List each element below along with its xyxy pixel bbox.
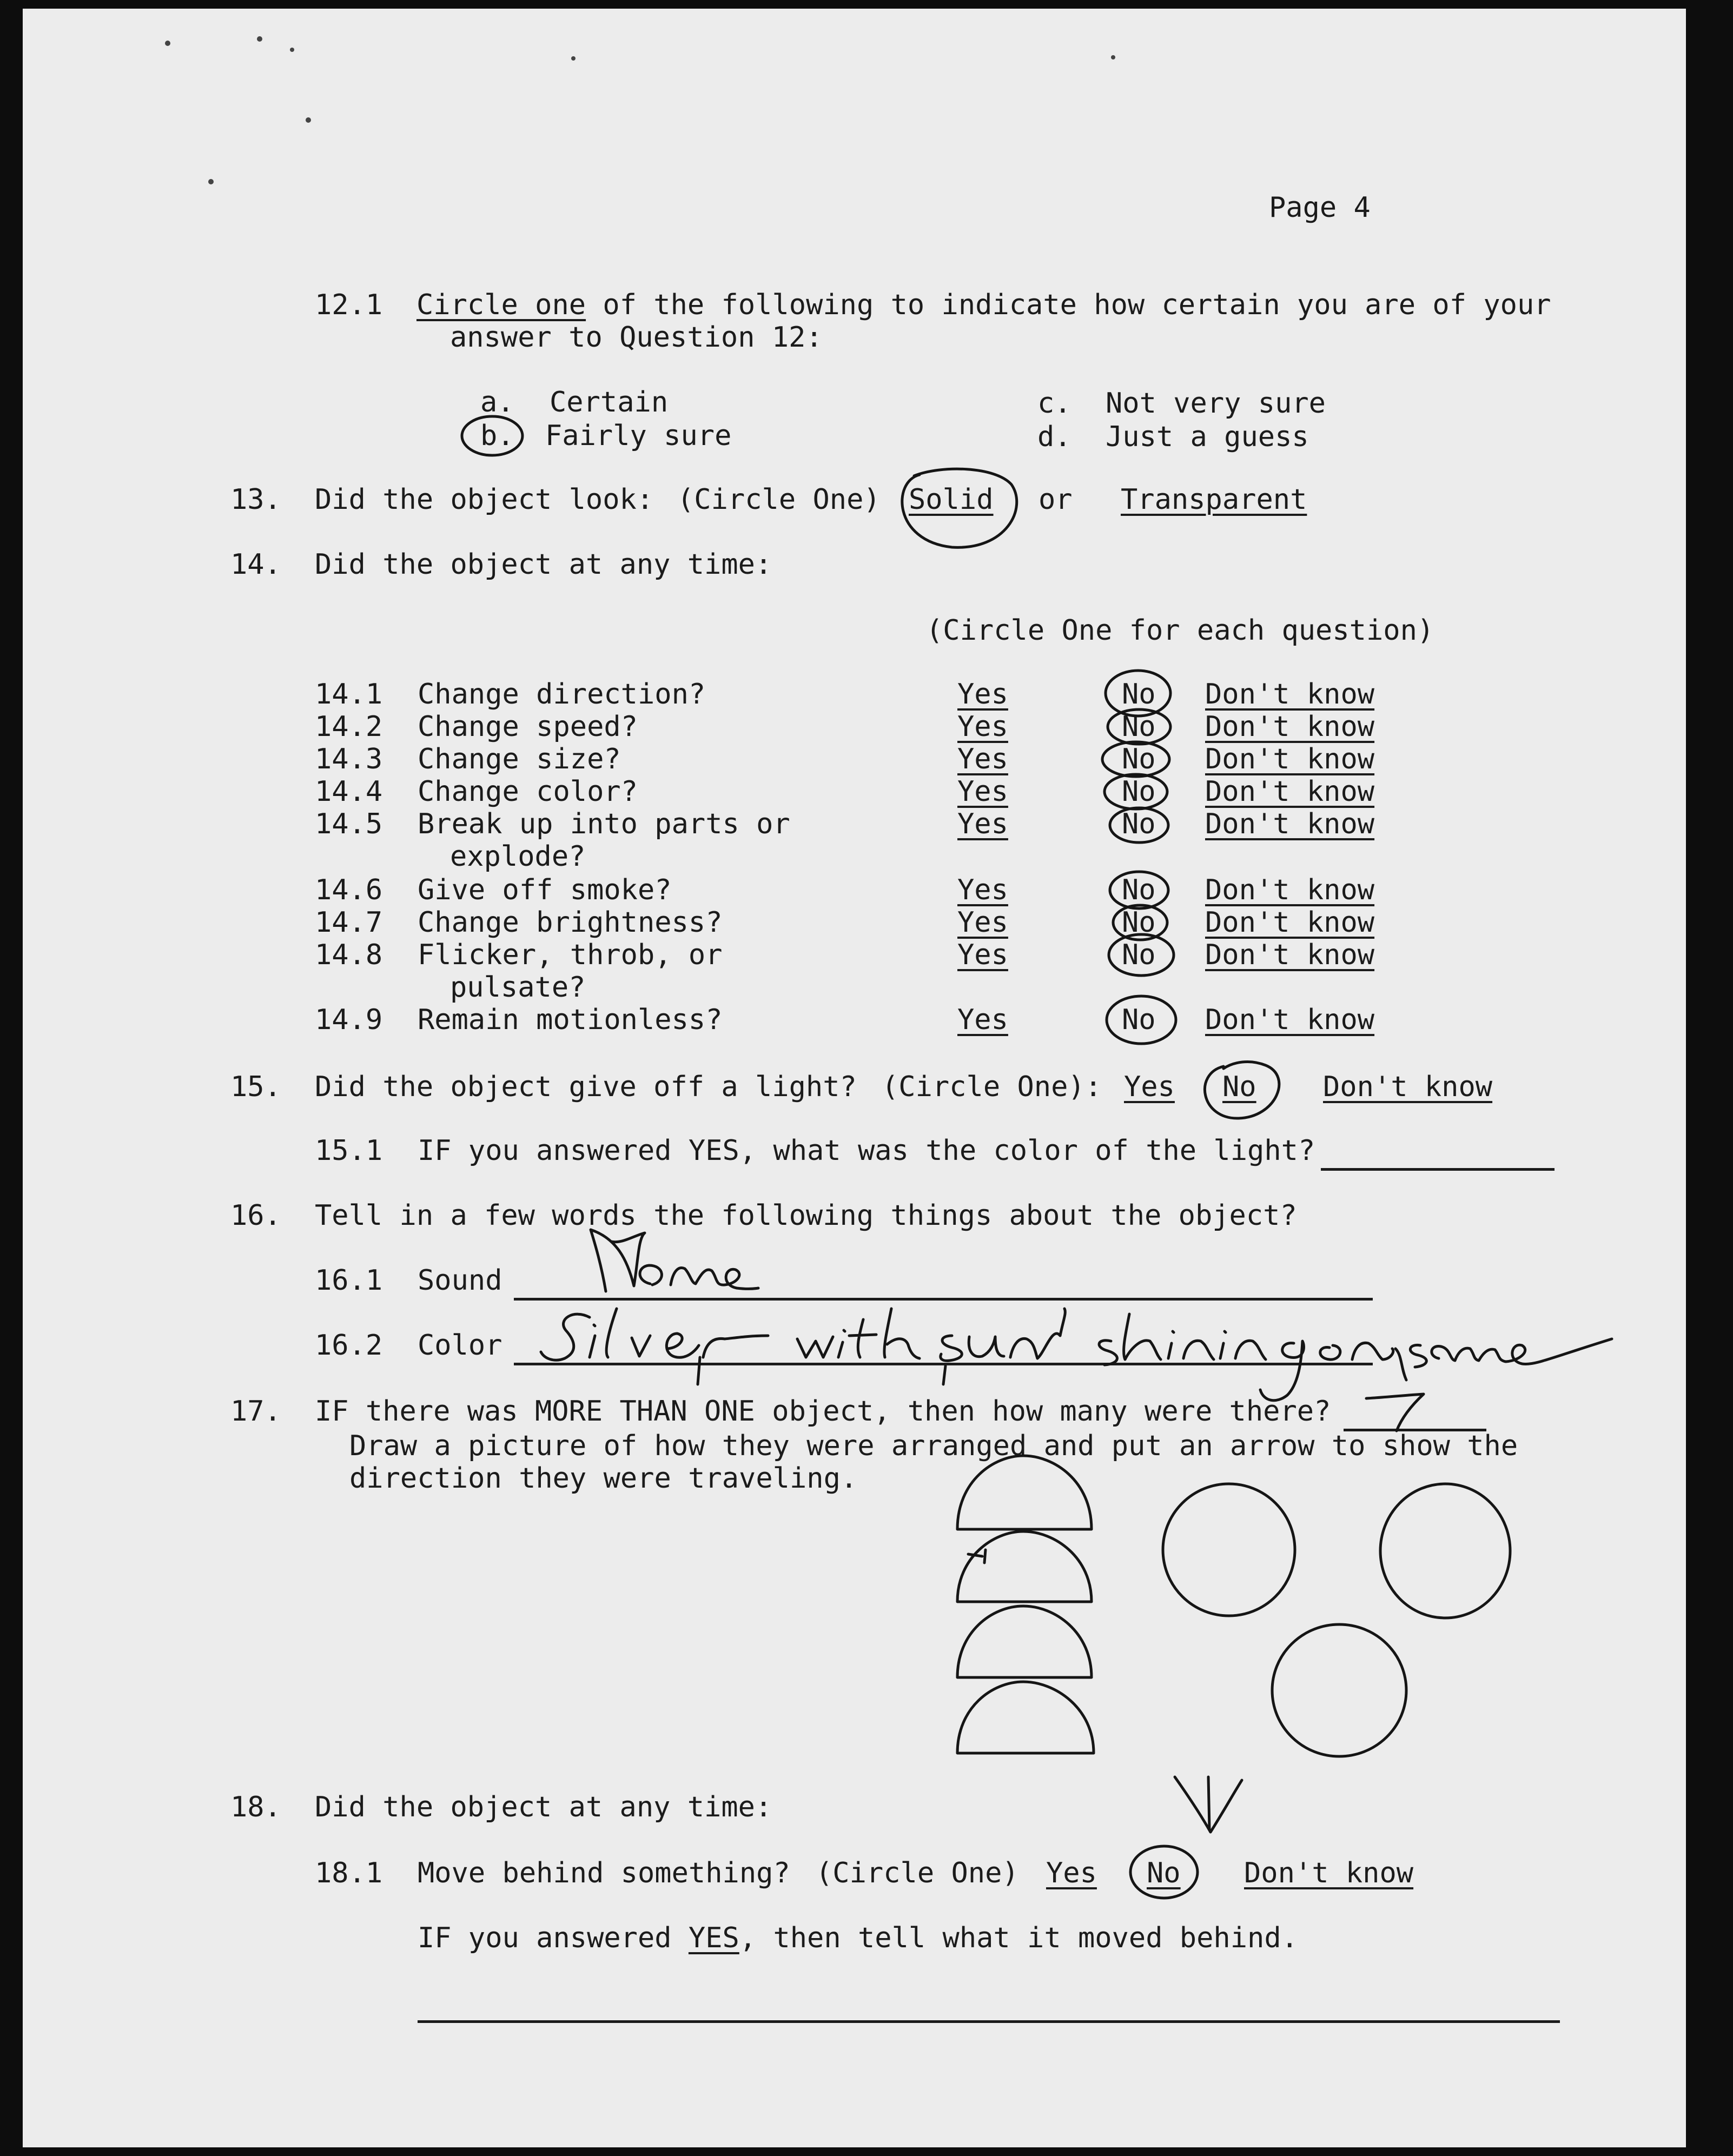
q17-line3: direction they were traveling. xyxy=(349,1462,858,1495)
q14-item-number: 14.5 xyxy=(315,808,383,840)
q12-1-option-d-label: Just a guess xyxy=(1106,421,1309,453)
q12-1-option-b-label: Fairly sure xyxy=(545,420,732,452)
q17-line2: Draw a picture of how they were arranged and put an arrow to show the xyxy=(349,1430,1518,1462)
q12-1-option-b-key: b. xyxy=(480,420,514,452)
handwriting-color-answer xyxy=(541,1309,1612,1401)
q14-item-text: Flicker, throb, or xyxy=(418,939,723,971)
scan-speck xyxy=(306,117,311,123)
q14-item-number: 14.1 xyxy=(315,678,383,711)
q14-item-no: No xyxy=(1122,711,1156,743)
q13-text: Did the object look: xyxy=(315,483,654,516)
q15-dont-know: Don't know xyxy=(1323,1071,1493,1103)
page-label: Page 4 xyxy=(1269,191,1371,224)
q12-1-number: 12.1 xyxy=(315,289,383,321)
q13-option-transparent: Transparent xyxy=(1121,483,1307,516)
q14-item-text: Change color? xyxy=(418,775,638,808)
circle-mark-q14-9 xyxy=(1107,996,1176,1044)
q14-item-number: 14.6 xyxy=(315,874,383,906)
drawing-half-dome-4 xyxy=(957,1682,1094,1753)
q14-item-no: No xyxy=(1122,678,1156,711)
q17-line1: IF there was MORE THAN ONE object, then how many were there? xyxy=(315,1395,1331,1428)
q18-1-yes: Yes xyxy=(1046,1857,1097,1889)
q14-item-text-cont: pulsate? xyxy=(450,971,586,1004)
q18-followup-suffix: , then tell what it moved behind. xyxy=(739,1922,1298,1954)
q14-item-dont-know: Don't know xyxy=(1205,939,1375,971)
q18-1-number: 18.1 xyxy=(315,1857,383,1889)
circle-mark-q12-1-b xyxy=(462,416,522,455)
handwriting-none xyxy=(591,1230,758,1291)
q14-item-dont-know: Don't know xyxy=(1205,743,1375,775)
scan-speck xyxy=(571,56,576,61)
q14-item-number: 14.2 xyxy=(315,711,383,743)
q14-item-no: No xyxy=(1122,808,1156,840)
scan-speck xyxy=(208,179,214,184)
q14-item-no: No xyxy=(1122,939,1156,971)
circle-mark-q14-5 xyxy=(1110,808,1168,843)
q14-item-no: No xyxy=(1122,874,1156,906)
q12-1-option-a-key: a. xyxy=(480,386,514,419)
q14-item-yes: Yes xyxy=(957,711,1008,743)
q14-item-dont-know: Don't know xyxy=(1205,775,1375,808)
q14-item-text: Change speed? xyxy=(418,711,638,743)
scan-speck xyxy=(1111,55,1115,59)
q14-item-dont-know: Don't know xyxy=(1205,906,1375,939)
q16-2-label: Color xyxy=(418,1329,502,1362)
q14-item-dont-know: Don't know xyxy=(1205,711,1375,743)
q12-1-text-line2: answer to Question 12: xyxy=(450,321,823,354)
q14-item-dont-know: Don't know xyxy=(1205,808,1375,840)
q15-1-text: IF you answered YES, what was the color of the light? xyxy=(418,1135,1315,1167)
q18-followup-prefix: IF you answered xyxy=(418,1922,689,1954)
q14-item-number: 14.3 xyxy=(315,743,383,775)
q14-item-text: Give off smoke? xyxy=(418,874,672,906)
circle-mark-q14-3 xyxy=(1102,742,1169,777)
q12-1-text-line1: Circle one of the following to indicate how certain you are of your xyxy=(416,289,1551,321)
q14-item-no: No xyxy=(1122,775,1156,808)
circle-mark-q14-6 xyxy=(1110,872,1168,908)
q14-item-number: 14.9 xyxy=(315,1004,383,1036)
q14-item-dont-know: Don't know xyxy=(1205,678,1375,711)
q14-item-dont-know: Don't know xyxy=(1205,1004,1375,1036)
q14-item-text: Change size? xyxy=(418,743,621,775)
q14-item-text: Remain motionless? xyxy=(418,1004,723,1036)
q14-item-dont-know: Don't know xyxy=(1205,874,1375,906)
q14-item-yes: Yes xyxy=(957,874,1008,906)
q14-instruction: (Circle One for each question) xyxy=(926,614,1434,647)
q14-number: 14. xyxy=(230,548,281,581)
q16-number: 16. xyxy=(230,1199,281,1232)
q16-1-number: 16.1 xyxy=(315,1264,383,1297)
drawing-circle-1 xyxy=(1163,1484,1295,1616)
drawing-half-dome-2 xyxy=(957,1531,1092,1602)
q13-option-solid: Solid xyxy=(909,483,994,516)
q14-item-no: No xyxy=(1122,743,1156,775)
q14-item-yes: Yes xyxy=(957,1004,1008,1036)
q13-or: or xyxy=(1039,483,1073,516)
q14-item-text: Change brightness? xyxy=(418,906,723,939)
q14-item-yes: Yes xyxy=(957,808,1008,840)
scan-speck xyxy=(290,48,294,52)
q15-instruction: (Circle One): xyxy=(882,1071,1102,1103)
q15-number: 15. xyxy=(230,1071,281,1103)
q14-item-text: Change direction? xyxy=(418,678,706,711)
drawing-arrow xyxy=(1175,1777,1242,1832)
q14-text: Did the object at any time: xyxy=(315,548,772,581)
drawing-circle-2 xyxy=(1380,1484,1510,1618)
q14-item-no: No xyxy=(1122,1004,1156,1036)
q18-1-instruction: (Circle One) xyxy=(816,1857,1019,1889)
q14-item-yes: Yes xyxy=(957,906,1008,939)
q14-item-text-cont: explode? xyxy=(450,840,586,873)
scan-speck xyxy=(165,41,170,46)
q16-text: Tell in a few words the following things about the object? xyxy=(315,1199,1297,1232)
q16-2-number: 16.2 xyxy=(315,1329,383,1362)
q18-number: 18. xyxy=(230,1791,281,1823)
q14-item-number: 14.8 xyxy=(315,939,383,971)
q18-1-text: Move behind something? xyxy=(418,1857,790,1889)
drawing-circle-3 xyxy=(1272,1624,1406,1756)
q15-text: Did the object give off a light? xyxy=(315,1071,857,1103)
circle-mark-q14-4 xyxy=(1104,774,1167,809)
q18-1-dont-know: Don't know xyxy=(1244,1857,1414,1889)
q17-number: 17. xyxy=(230,1395,281,1428)
q14-item-text: Break up into parts or xyxy=(418,808,790,840)
handwriting-count-7 xyxy=(1366,1394,1424,1431)
q18-text: Did the object at any time: xyxy=(315,1791,772,1823)
q14-item-yes: Yes xyxy=(957,743,1008,775)
q15-yes: Yes xyxy=(1124,1071,1175,1103)
q12-1-option-c-label: Not very sure xyxy=(1106,387,1326,420)
q12-1-circle-one: Circle one xyxy=(416,289,586,321)
q18-1-no: No xyxy=(1147,1857,1181,1889)
q14-item-yes: Yes xyxy=(957,678,1008,711)
circle-mark-q13-solid xyxy=(902,469,1017,547)
q18-followup-yes: YES xyxy=(688,1922,739,1954)
q15-1-number: 15.1 xyxy=(315,1135,383,1167)
q14-item-yes: Yes xyxy=(957,775,1008,808)
q14-item-number: 14.7 xyxy=(315,906,383,939)
q16-1-label: Sound xyxy=(418,1264,502,1297)
q14-item-number: 14.4 xyxy=(315,775,383,808)
q12-1-option-c-key: c. xyxy=(1037,387,1071,420)
q12-1-option-d-key: d. xyxy=(1037,421,1071,453)
drawing-half-dome-1 xyxy=(957,1456,1092,1529)
q14-item-no: No xyxy=(1122,906,1156,939)
q14-item-yes: Yes xyxy=(957,939,1008,971)
circle-mark-q18-1-no xyxy=(1130,1846,1198,1898)
q13-instruction: (Circle One) xyxy=(677,483,881,516)
q15-no: No xyxy=(1222,1071,1256,1103)
scan-speck xyxy=(257,36,262,42)
q12-1-option-a-label: Certain xyxy=(550,386,669,419)
q13-number: 13. xyxy=(230,483,281,516)
circle-mark-q15-no xyxy=(1205,1062,1279,1118)
drawing-half-dome-3 xyxy=(957,1606,1092,1677)
